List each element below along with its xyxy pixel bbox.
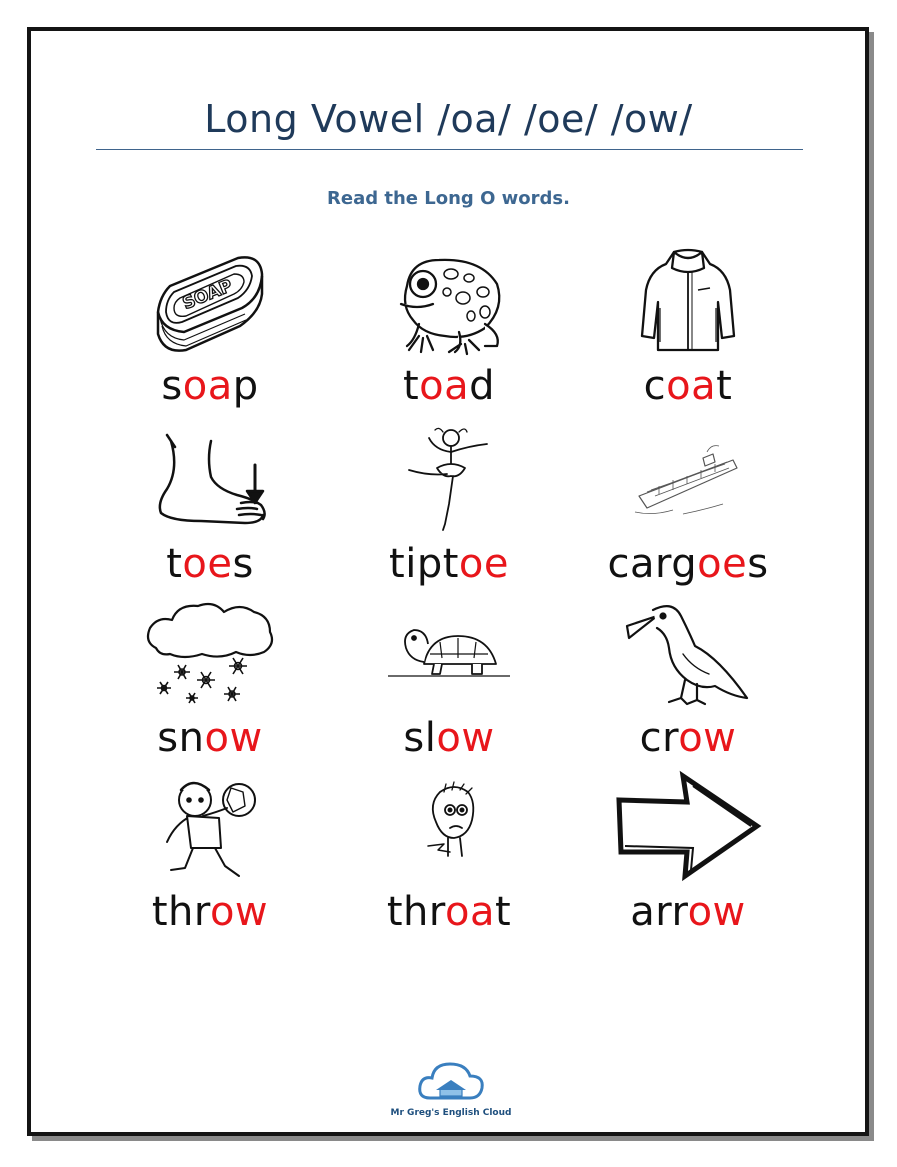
vowel-team: ow <box>687 889 746 935</box>
vowel-team: oa <box>182 363 233 409</box>
vowel-team: ow <box>678 715 737 761</box>
word-label <box>319 536 579 592</box>
cargo-ship-icon <box>558 424 818 534</box>
word-part: t <box>166 541 183 587</box>
word-card-crow <box>558 598 818 774</box>
vowel-team: ow <box>209 889 269 935</box>
snow-cloud-icon <box>80 598 340 708</box>
word-part: s <box>747 541 769 587</box>
word-label <box>558 536 818 592</box>
word-card-slow <box>319 598 579 774</box>
boy-throwing-ball-icon <box>80 772 340 882</box>
word-part: thr <box>386 889 445 935</box>
word-part: carg <box>607 541 698 587</box>
vowel-team: oe <box>182 541 233 587</box>
instructions: Read the Long O words. <box>327 188 570 209</box>
word-part: sl <box>403 715 437 761</box>
word-part: tipt <box>389 541 459 587</box>
svg-text:SOAP: SOAP <box>179 276 236 315</box>
word-label <box>80 884 340 940</box>
arrow-icon <box>558 772 818 882</box>
word-label <box>319 710 579 766</box>
word-part: arr <box>630 889 688 935</box>
coat-icon <box>558 246 818 356</box>
word-part: thr <box>151 889 210 935</box>
word-card-toes <box>80 424 340 600</box>
page-title: Long Vowel /oa/ /oe/ /ow/ <box>204 97 693 141</box>
word-part: c <box>643 363 667 409</box>
word-part: t <box>716 363 733 409</box>
word-label <box>80 358 340 414</box>
word-card-arrow <box>558 772 818 948</box>
word-part: t <box>402 363 420 409</box>
word-part: cr <box>639 715 679 761</box>
crow-icon <box>558 598 818 708</box>
word-card-toad <box>319 246 579 422</box>
word-label <box>80 536 340 592</box>
word-part: p <box>232 363 259 409</box>
turtle-icon <box>319 598 579 708</box>
word-label <box>319 358 579 414</box>
word-card-throat <box>319 772 579 948</box>
word-card-cargoes <box>558 424 818 600</box>
word-part: d <box>469 363 496 409</box>
brand-logo <box>388 1056 514 1126</box>
word-card-coat <box>558 246 818 422</box>
word-part: s <box>161 363 183 409</box>
toad-icon <box>319 246 579 356</box>
vowel-team: oa <box>419 363 470 409</box>
word-card-soap <box>80 246 340 422</box>
word-part: sn <box>157 715 205 761</box>
soap-icon <box>80 246 340 356</box>
word-card-throw <box>80 772 340 948</box>
brand-name: Mr Greg's English Cloud <box>390 1108 512 1118</box>
ballerina-tiptoe-icon <box>319 424 579 534</box>
word-label <box>80 710 340 766</box>
title-underline <box>96 149 803 150</box>
word-part: s <box>232 541 254 587</box>
vowel-team: oe <box>458 541 509 587</box>
cloud-school-logo-icon <box>416 1056 486 1108</box>
vowel-team: oa <box>444 889 495 935</box>
word-label <box>558 710 818 766</box>
word-card-tiptoe <box>319 424 579 600</box>
word-label <box>319 884 579 940</box>
vowel-team: oe <box>697 541 748 587</box>
vowel-team: ow <box>204 715 263 761</box>
vowel-team: oa <box>666 363 717 409</box>
toes-icon <box>80 424 340 534</box>
word-part: t <box>494 889 512 935</box>
word-card-snow <box>80 598 340 774</box>
word-label <box>558 884 818 940</box>
word-label <box>558 358 818 414</box>
sore-throat-icon <box>319 772 579 882</box>
vowel-team: ow <box>436 715 495 761</box>
